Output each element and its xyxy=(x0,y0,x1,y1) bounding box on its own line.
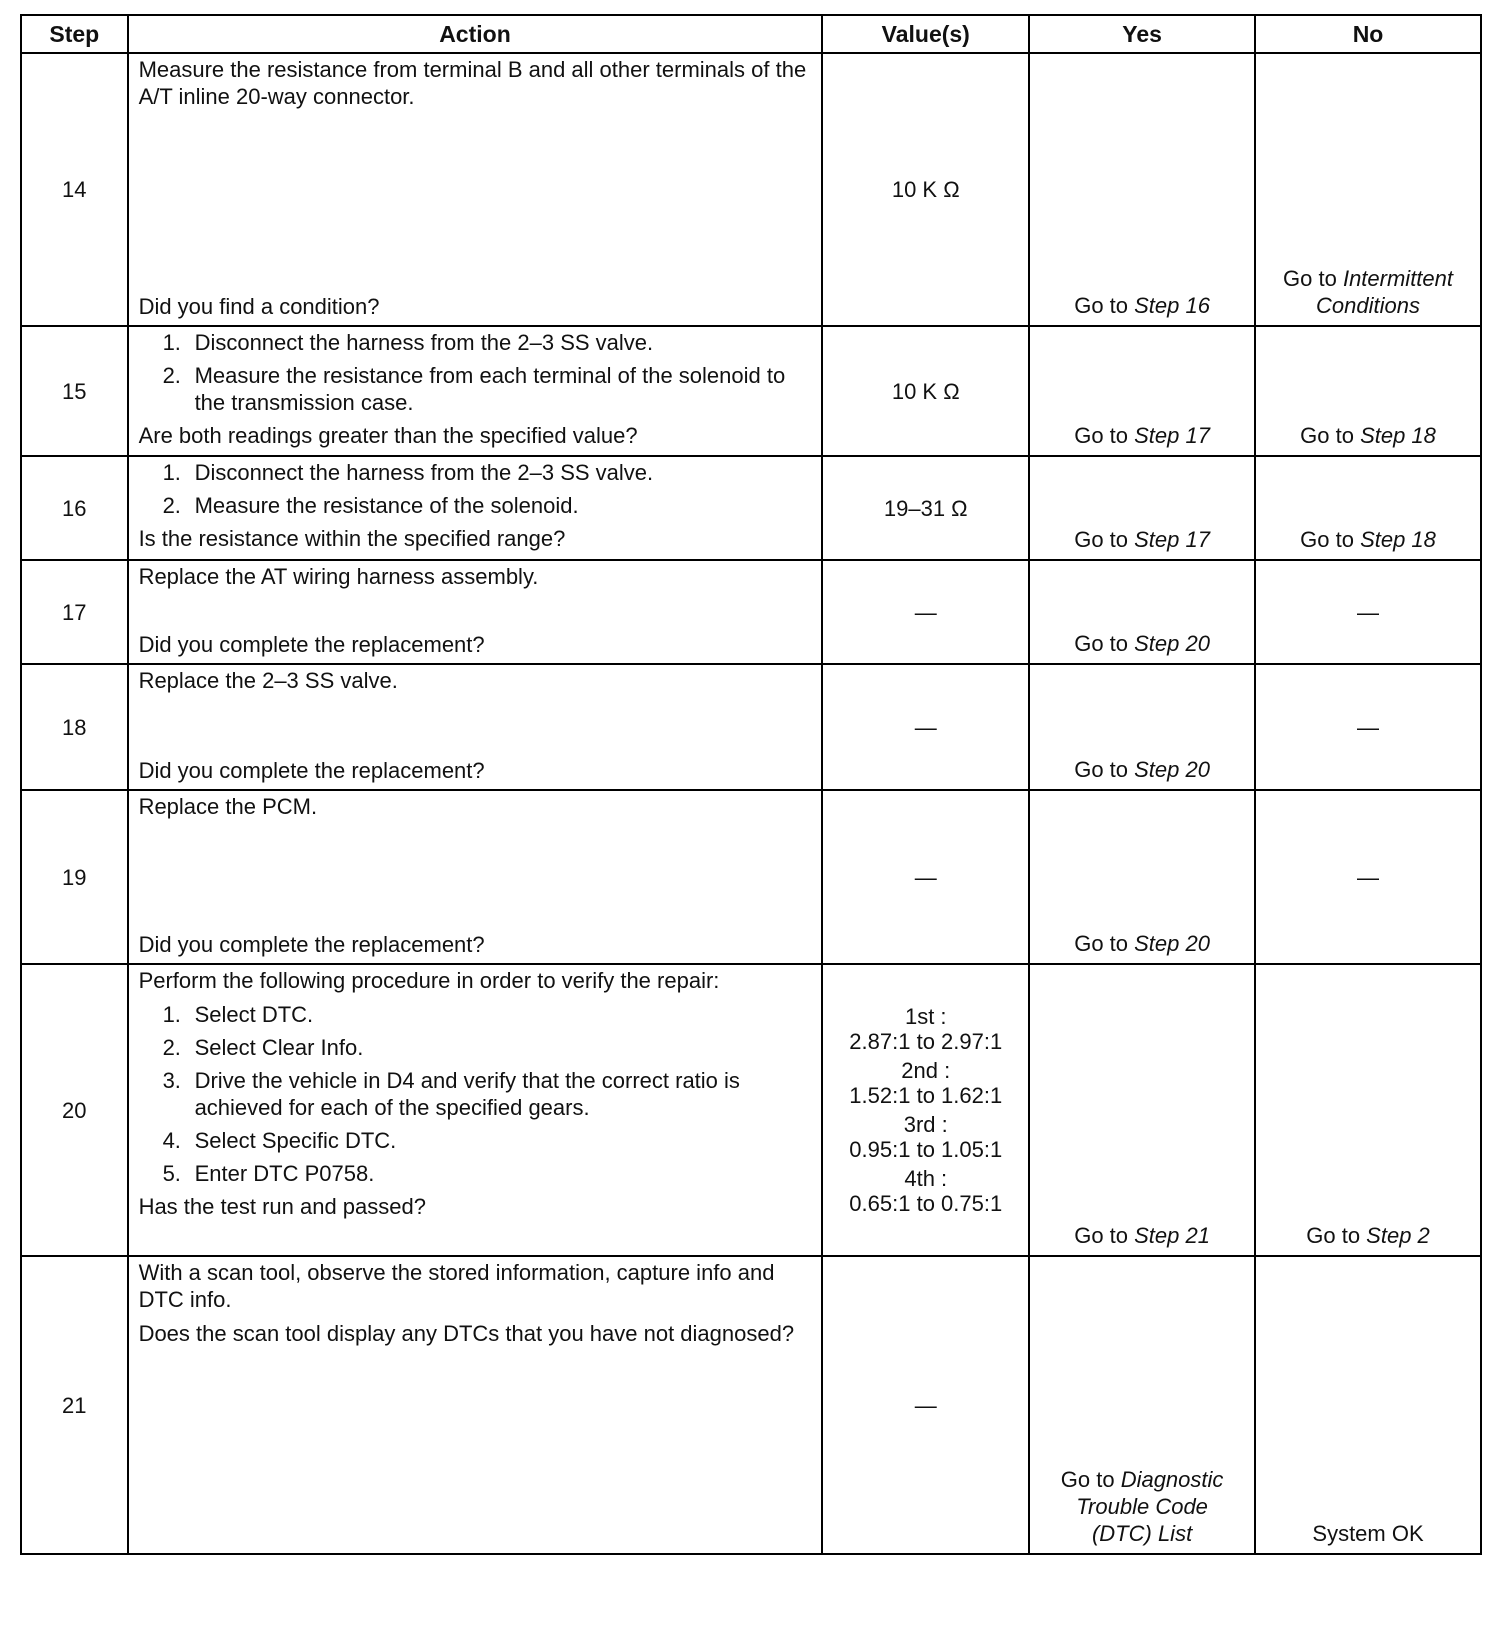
no-prefix: Go to xyxy=(1306,1223,1367,1248)
no-cell xyxy=(1255,53,1481,326)
action-question: Are both readings greater than the specified value? xyxy=(138,423,638,448)
list-item: 1. Select DTC. xyxy=(162,1002,314,1027)
step-number: 19 xyxy=(21,790,128,964)
list-item: 1. Disconnect the harness from the 2–3 SS valve. xyxy=(162,330,654,355)
list-item: 2. Measure the resistance from each terminal of the solenoid to the transmission case. xyxy=(162,363,786,415)
action-question: Did you complete the replacement? xyxy=(138,932,485,957)
no-link[interactable]: Step 18 xyxy=(1360,527,1436,552)
yes-cell xyxy=(1029,964,1255,1256)
action-cell xyxy=(128,664,823,790)
yes-cell xyxy=(1029,1256,1255,1554)
no-link[interactable]: Step 18 xyxy=(1360,423,1436,448)
list-item: 2. Measure the resistance of the solenoid. xyxy=(162,493,579,518)
action-question: Did you complete the replacement? xyxy=(138,632,485,657)
action-question: Did you find a condition? xyxy=(138,294,380,319)
yes-link[interactable]: Diagnostic Trouble Code (DTC) List xyxy=(1076,1467,1224,1546)
no-cell: System OK xyxy=(1255,1256,1481,1554)
action-text: Replace the AT wiring harness assembly. xyxy=(138,564,539,589)
header-action: Action xyxy=(128,15,823,53)
yes-link[interactable]: Step 17 xyxy=(1134,527,1210,552)
yes-prefix: Go to xyxy=(1060,1467,1121,1492)
yes-cell xyxy=(1029,664,1255,790)
value-cell: 10 K Ω xyxy=(822,53,1029,326)
value-cell: — xyxy=(822,560,1029,664)
no-link[interactable]: Step 2 xyxy=(1366,1223,1430,1248)
table-row xyxy=(21,53,1481,326)
action-cell xyxy=(128,326,823,456)
list-item: 3. Drive the vehicle in D4 and verify that the correct ratio is achieved for each of the specified gears. xyxy=(162,1068,740,1120)
table-row xyxy=(21,1256,1481,1554)
step-number: 17 xyxy=(21,560,128,664)
action-text: With a scan tool, observe the stored information, capture info and DTC info. xyxy=(138,1260,775,1312)
yes-prefix: Go to xyxy=(1074,631,1135,656)
yes-link[interactable]: Step 20 xyxy=(1134,931,1210,956)
yes-cell xyxy=(1029,790,1255,964)
yes-prefix: Go to xyxy=(1074,931,1135,956)
action-question: Did you complete the replacement? xyxy=(138,758,485,783)
no-cell: — xyxy=(1255,790,1481,964)
action-question: Does the scan tool display any DTCs that you have not diagnosed? xyxy=(138,1321,795,1346)
list-item: 5. Enter DTC P0758. xyxy=(162,1161,375,1186)
gear-ratio: 3rd : 0.95:1 to 1.05:1 xyxy=(849,1112,1003,1162)
yes-link[interactable]: Step 20 xyxy=(1134,631,1210,656)
value-cell: — xyxy=(822,664,1029,790)
yes-cell xyxy=(1029,560,1255,664)
no-cell xyxy=(1255,326,1481,456)
step-number: 15 xyxy=(21,326,128,456)
action-cell xyxy=(128,964,823,1256)
header-no: No xyxy=(1255,15,1481,53)
action-question: Is the resistance within the specified range? xyxy=(138,526,566,551)
value-cell: — xyxy=(822,790,1029,964)
yes-link[interactable]: Step 21 xyxy=(1134,1223,1210,1248)
action-text: Perform the following procedure in order to verify the repair: xyxy=(138,968,720,993)
yes-cell xyxy=(1029,326,1255,456)
table-row xyxy=(21,790,1481,964)
no-cell xyxy=(1255,456,1481,560)
action-text: Replace the 2–3 SS valve. xyxy=(138,668,398,693)
yes-cell xyxy=(1029,53,1255,326)
yes-prefix: Go to xyxy=(1074,293,1135,318)
no-prefix: Go to xyxy=(1300,423,1361,448)
gear-ratio: 4th : 0.65:1 to 0.75:1 xyxy=(849,1166,1003,1216)
value-cell: 10 K Ω xyxy=(822,326,1029,456)
step-number: 16 xyxy=(21,456,128,560)
step-number: 14 xyxy=(21,53,128,326)
step-number: 20 xyxy=(21,964,128,1256)
action-cell xyxy=(128,53,823,326)
no-cell: — xyxy=(1255,664,1481,790)
gear-ratio: 2nd : 1.52:1 to 1.62:1 xyxy=(849,1058,1003,1108)
value-cell: 19–31 Ω xyxy=(822,456,1029,560)
gear-ratio: 1st : 2.87:1 to 2.97:1 xyxy=(849,1004,1003,1054)
action-question: Has the test run and passed? xyxy=(138,1194,426,1219)
list-item: 1. Disconnect the harness from the 2–3 SS valve. xyxy=(162,460,654,485)
table-row xyxy=(21,964,1481,1256)
action-cell xyxy=(128,1256,823,1554)
yes-prefix: Go to xyxy=(1074,527,1135,552)
header-step: Step xyxy=(21,15,128,53)
table-row xyxy=(21,326,1481,456)
action-cell xyxy=(128,456,823,560)
step-number: 21 xyxy=(21,1256,128,1554)
value-cell: — xyxy=(822,1256,1029,1554)
step-number: 18 xyxy=(21,664,128,790)
no-cell: — xyxy=(1255,560,1481,664)
no-prefix: Go to xyxy=(1300,527,1361,552)
diagnostic-table xyxy=(20,14,1482,1555)
yes-cell xyxy=(1029,456,1255,560)
table-row xyxy=(21,664,1481,790)
action-list xyxy=(139,1001,812,1187)
header-yes: Yes xyxy=(1029,15,1255,53)
no-link[interactable]: Intermittent Conditions xyxy=(1316,266,1453,318)
yes-prefix: Go to xyxy=(1074,423,1135,448)
action-list xyxy=(139,459,812,519)
yes-prefix: Go to xyxy=(1074,757,1135,782)
yes-link[interactable]: Step 16 xyxy=(1134,293,1210,318)
action-list xyxy=(139,329,812,416)
action-cell xyxy=(128,560,823,664)
no-cell xyxy=(1255,964,1481,1256)
table-row xyxy=(21,560,1481,664)
value-cell xyxy=(822,964,1029,1256)
list-item: 4. Select Specific DTC. xyxy=(162,1128,397,1153)
list-item: 2. Select Clear Info. xyxy=(162,1035,364,1060)
header-values: Value(s) xyxy=(822,15,1029,53)
yes-link[interactable]: Step 20 xyxy=(1134,757,1210,782)
yes-prefix: Go to xyxy=(1074,1223,1135,1248)
action-cell xyxy=(128,790,823,964)
no-prefix: Go to xyxy=(1283,266,1343,291)
header-row xyxy=(21,15,1481,53)
yes-link[interactable]: Step 17 xyxy=(1134,423,1210,448)
action-text: Measure the resistance from terminal B and all other terminals of the A/T inline 20-way connector. xyxy=(138,57,807,109)
table-row xyxy=(21,456,1481,560)
action-text: Replace the PCM. xyxy=(138,794,318,819)
